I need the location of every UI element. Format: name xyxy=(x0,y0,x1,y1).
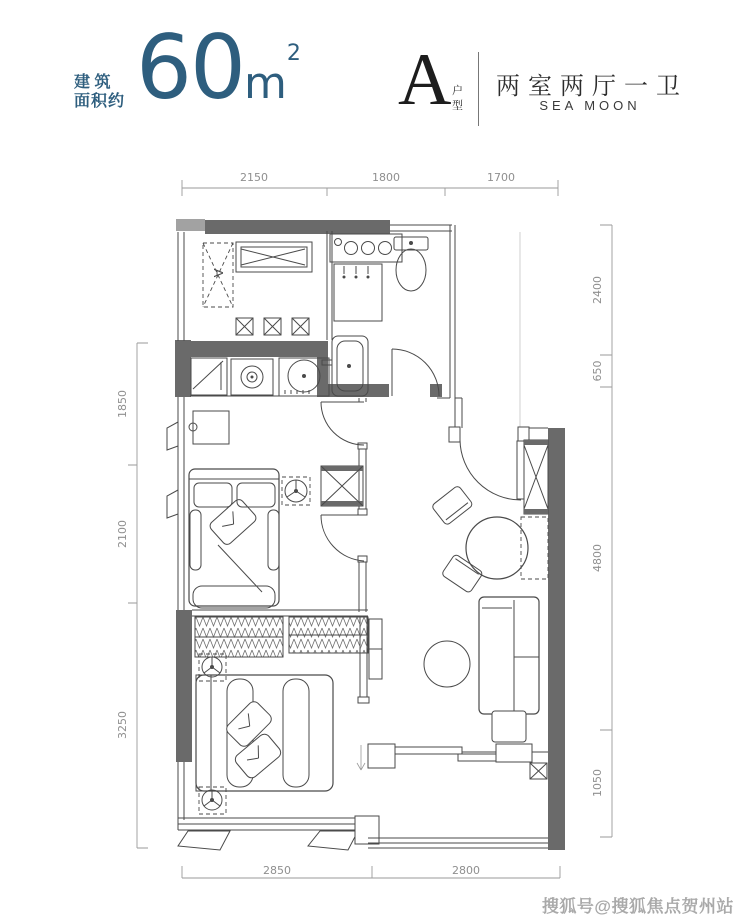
svg-text:4800: 4800 xyxy=(591,544,604,572)
shower xyxy=(334,264,382,321)
kitchen-hob-boxes xyxy=(236,318,309,335)
doors xyxy=(321,349,524,561)
living-dining xyxy=(424,440,548,742)
area-label-line2: 面积约 xyxy=(74,93,126,110)
dining-chair xyxy=(441,554,483,594)
area-number: 60 xyxy=(136,16,244,119)
dimension-right xyxy=(591,225,612,837)
svg-text:1800: 1800 xyxy=(372,171,400,184)
bathroom-vanity xyxy=(330,234,402,262)
area-exponent: 2 xyxy=(286,41,301,66)
entry-cabinet xyxy=(521,517,548,579)
balcony xyxy=(530,763,547,779)
bed-master xyxy=(196,675,333,791)
svg-text:3250: 3250 xyxy=(116,711,129,739)
svg-text:2400: 2400 xyxy=(591,276,604,304)
bed-small xyxy=(189,469,279,608)
svg-text:2850: 2850 xyxy=(263,864,291,877)
bathroom xyxy=(330,234,428,321)
fan-symbol xyxy=(282,477,310,505)
kitchen xyxy=(190,242,329,396)
svg-text:1050: 1050 xyxy=(591,769,604,797)
round-rug xyxy=(424,641,470,687)
floor-drain xyxy=(530,763,547,779)
dimension-left xyxy=(116,343,148,848)
svg-text:650: 650 xyxy=(591,360,604,382)
dining-chair xyxy=(431,485,473,526)
fridge xyxy=(191,358,227,395)
svg-text:A: A xyxy=(211,268,226,278)
layout-subtitle: SEA MOON xyxy=(539,98,641,113)
stove xyxy=(231,359,273,395)
ac-platform xyxy=(203,243,233,307)
watermark: 搜狐号@搜狐焦点贺州站 xyxy=(541,897,734,916)
svg-text:1700: 1700 xyxy=(487,171,515,184)
balcony-sliding-door xyxy=(357,744,548,770)
sofa xyxy=(479,597,539,742)
tv-console xyxy=(369,619,382,679)
svg-text:1850: 1850 xyxy=(116,390,129,418)
area-label-line1: 建 筑 xyxy=(74,74,111,91)
svg-text:2800: 2800 xyxy=(452,864,480,877)
wardrobes xyxy=(195,617,368,657)
desk xyxy=(189,411,229,444)
area-unit: m xyxy=(243,58,287,109)
dining-table xyxy=(466,517,528,579)
kitchen-window-cabinet xyxy=(236,242,312,272)
toilet xyxy=(394,237,428,291)
entry-shaft xyxy=(524,440,548,514)
svg-text:2150: 2150 xyxy=(240,171,268,184)
svg-text:2100: 2100 xyxy=(116,520,129,548)
fan-symbol xyxy=(199,654,226,681)
unit-type-label: 户 型 xyxy=(452,85,463,112)
layout-title: 两室两厅一卫 xyxy=(496,73,688,100)
dimension-top xyxy=(182,171,558,196)
dimension-bottom xyxy=(182,864,560,878)
bedroom-2 xyxy=(189,411,363,608)
duct-shaft xyxy=(321,466,363,506)
unit-type-letter: A xyxy=(398,39,452,121)
